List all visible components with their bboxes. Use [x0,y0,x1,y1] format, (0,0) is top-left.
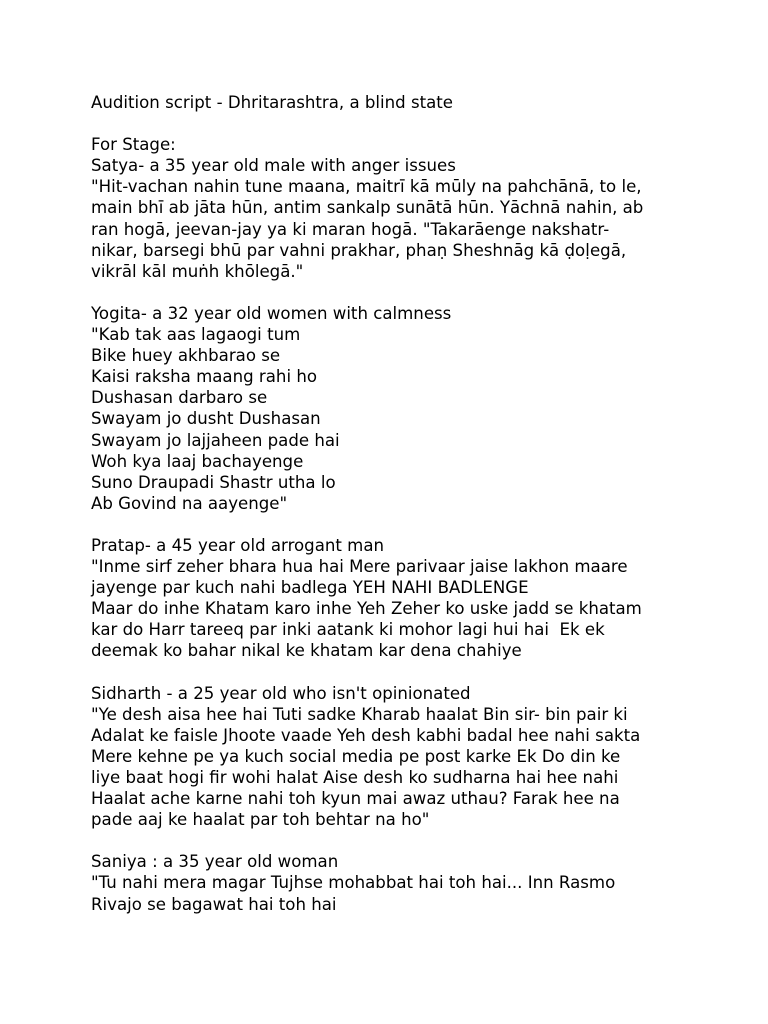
script-line: Swayam jo lajjaheen pade hai [91,430,340,450]
blank-line [91,662,751,683]
script-line: pade aaj ke haalat par toh behtar na ho" [91,810,430,830]
blank-line [91,282,751,303]
script-line: Dushasan darbaro se [91,388,268,408]
script-line: Haalat ache karne nahi toh kyun mai awaz uthau? Farak hee na [91,789,620,809]
script-line: Maar do inhe Khatam karo inhe Yeh Zeher ko uske jadd se khatam [91,599,642,619]
script-line: Mere kehne pe ya kuch social media pe post karke Ek Do din ke [91,746,621,766]
script-line: Adalat ke faisle Jhoote vaade Yeh desh kabhi badal hee nahi sakta [91,725,641,745]
blank-line [91,113,751,134]
document-title: Audition script - Dhritarashtra, a blind state [91,93,454,112]
script-line: jayenge par kuch nahi badlega YEH NAHI BADLENGE [91,578,529,598]
section-heading-satya: Satya- a 35 year old male with anger issues [91,156,456,176]
section-heading-sidharth: Sidharth - a 25 year old who isn't opinionated [91,683,471,703]
script-line: Kaisi raksha maang rahi ho [91,367,317,387]
script-line: "Kab tak aas lagaogi tum [91,325,301,345]
script-line: Swayam jo dusht Dushasan [91,409,321,429]
script-line: Rivajo se bagawat hai toh hai [91,894,337,914]
script-line: deemak ko bahar nikal ke khatam kar dena chahiye [91,641,522,661]
section-heading-yogita: Yogita- a 32 year old women with calmness [91,303,452,323]
script-line: Woh kya laaj bachayenge [91,451,304,471]
script-line: Ab Govind na aayenge" [91,493,288,513]
script-line: "Tu nahi mera magar Tujhse mohabbat hai toh hai... Inn Rasmo [91,873,616,893]
section-heading-pratap: Pratap- a 45 year old arrogant man [91,535,385,555]
document-page [91,92,751,915]
blank-line [91,830,751,851]
script-line: kar do Harr tareeq par inki aatank ki mohor lagi hui hai Ek ek [91,620,605,640]
section-heading-saniya: Saniya : a 35 year old woman [91,852,339,872]
stage-heading: For Stage: [91,135,176,155]
script-line: "Hit-vachan nahin tune maana, maitrī kā mūly na pahchānā, to le, [91,177,642,197]
script-line: main bhī ab jāta hūn, antim sankalp sunātā hūn. Yāchnā nahin, ab [91,198,644,218]
script-line: "Ye desh aisa hee hai Tuti sadke Kharab haalat Bin sir- bin pair ki [91,704,628,724]
script-line: liye baat hogi fir wohi halat Aise desh ko sudharna hai hee nahi [91,768,619,787]
script-line: ran hogā, jeevan-jay ya ki maran hogā. "Takarāenge nakshatr- [91,219,610,239]
script-line: nikar, barsegi bhū par vahni prakhar, phaṇ Sheshnāg kā ḍoḷegā, [91,240,627,260]
script-line: Bike huey akhbarao se [91,346,281,366]
script-line: "Inme sirf zeher bhara hua hai Mere parivaar jaise lakhon maare [91,557,628,577]
script-line: vikrāl kāl muṅh khōlegā." [91,261,304,281]
script-line: Suno Draupadi Shastr utha lo [91,472,336,492]
blank-line [91,514,751,535]
